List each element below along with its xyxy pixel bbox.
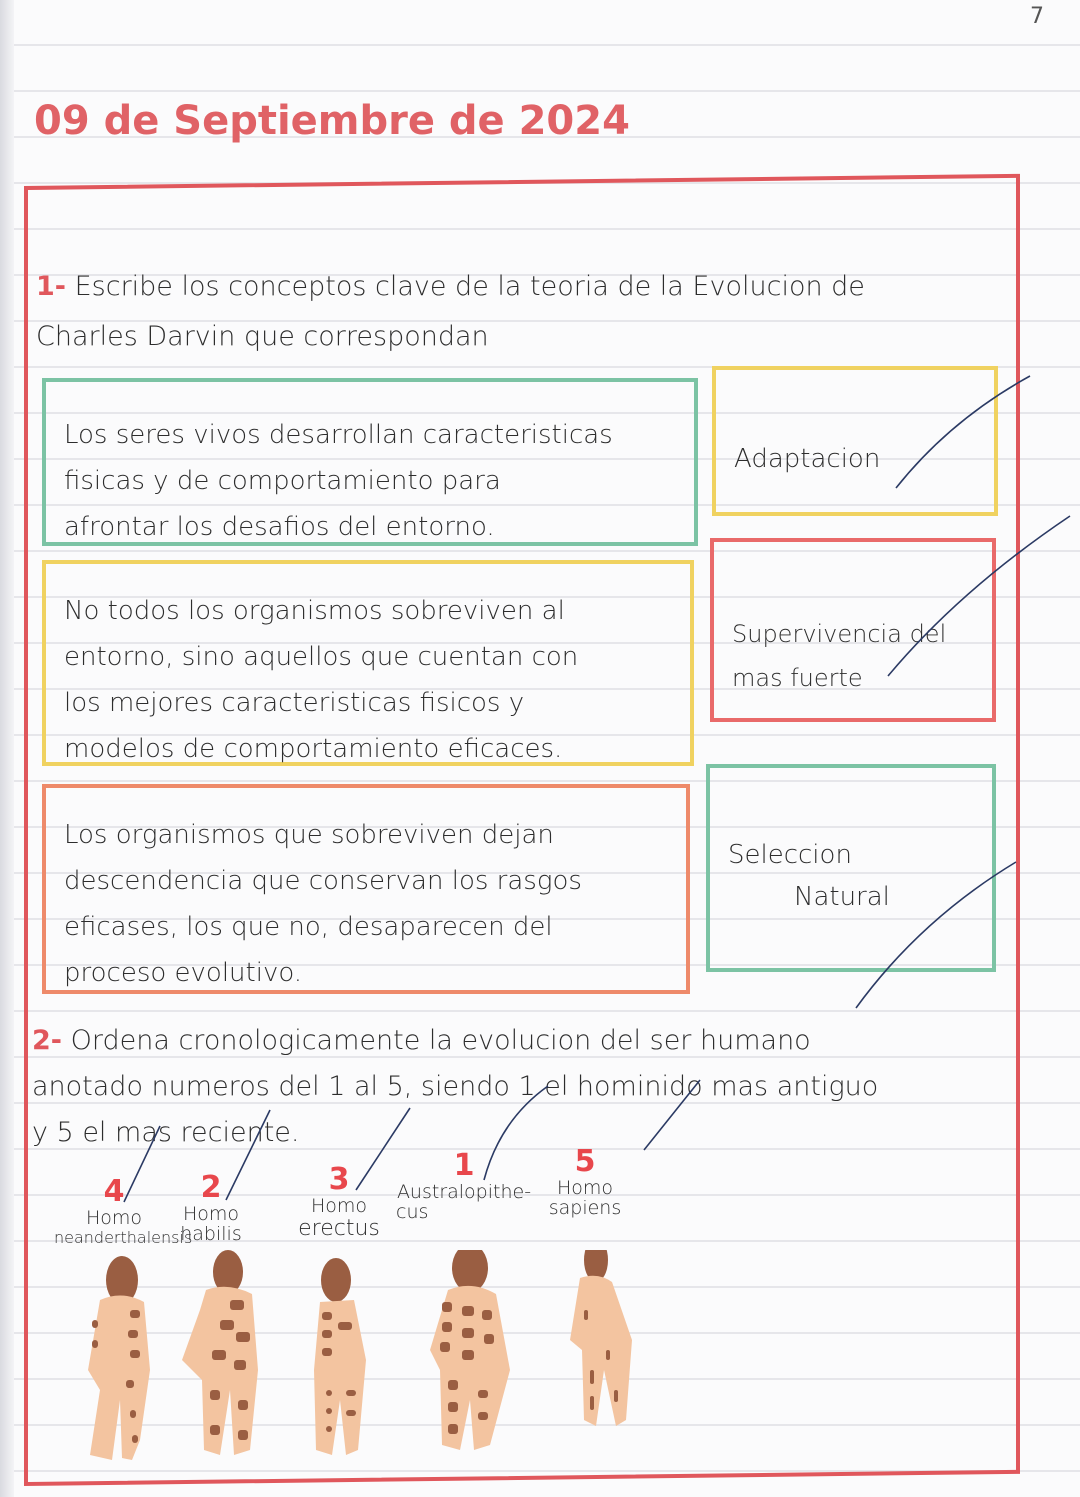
hominid-erectus — [294, 1164, 384, 1242]
hominid-sapiens — [540, 1146, 630, 1218]
question-2-line: anotado numeros del 1 al 5, siendo 1 el hominido mas antiguo — [32, 1071, 879, 1102]
definition-line: eficases, los que no, desaparecen del — [64, 912, 553, 942]
definition-line: modelos de comportamiento eficaces. — [64, 734, 563, 764]
habilis-figure-icon — [182, 1250, 258, 1455]
concept-box-seleccion-natural — [706, 764, 996, 972]
concept-label: Natural — [794, 882, 890, 912]
hominid-name: Homo — [85, 1207, 143, 1229]
definition-box-2 — [42, 560, 694, 766]
hominid-name: sapiens — [548, 1197, 622, 1219]
erectus-figure-icon — [314, 1258, 366, 1455]
definition-line: No todos los organismos sobreviven al — [64, 596, 565, 626]
definition-line: entorno, sino aquellos que cuentan con — [64, 642, 579, 672]
question-2-prompt — [32, 1018, 952, 1156]
hominid-neanderthalensis — [54, 1174, 193, 1248]
question-1-text: Escribe los conceptos clave de la teoria de la Evolucion de Charles Darvin que correspondan — [36, 271, 865, 352]
hominid-name: neanderthalensis — [54, 1228, 193, 1247]
question-1-prompt — [36, 262, 956, 362]
hominid-drawings — [70, 1250, 670, 1480]
date-title: 09 de Septiembre de 2024 — [34, 98, 630, 144]
hominid-name: Homo — [556, 1177, 614, 1199]
concept-label: Adaptacion — [734, 444, 881, 474]
definition-line: Los seres vivos desarrollan caracteristicas — [64, 420, 613, 450]
australopithecus-figure-icon — [430, 1250, 510, 1450]
definition-box-3 — [42, 784, 690, 994]
order-number: 1 — [453, 1148, 475, 1183]
order-number: 3 — [328, 1162, 350, 1197]
hominid-name: erectus — [298, 1216, 380, 1241]
definition-box-1 — [42, 378, 698, 546]
question-2-line: Ordena cronologicamente la evolucion del ser humano — [70, 1025, 811, 1056]
question-1-number: 1- — [36, 271, 66, 302]
definition-line: proceso evolutivo. — [64, 958, 303, 988]
definition-line: afrontar los desafios del entorno. — [64, 512, 495, 542]
order-number: 5 — [574, 1144, 596, 1179]
order-number: 2 — [200, 1170, 222, 1205]
concept-box-adaptacion — [712, 366, 998, 516]
question-2-line: y 5 el mas reciente. — [32, 1117, 300, 1148]
concept-label: Seleccion — [728, 840, 852, 870]
definition-line: los mejores caracteristicas fisicos y — [64, 688, 525, 718]
hominid-habilis — [168, 1172, 254, 1244]
page-number: 7 — [1030, 4, 1044, 29]
hominid-name: cus — [396, 1201, 429, 1223]
concept-box-supervivencia — [710, 538, 996, 722]
hominid-name: Homo — [182, 1203, 240, 1225]
concept-label: mas fuerte — [732, 664, 863, 692]
definition-line: Los organismos que sobreviven dejan — [64, 820, 554, 850]
definition-line: fisicas y de comportamiento para — [64, 466, 501, 496]
hominid-name: Homo — [310, 1195, 368, 1217]
hominid-name: habilis — [180, 1223, 242, 1245]
order-number: 4 — [103, 1174, 125, 1209]
sapiens-figure-icon — [570, 1250, 632, 1426]
definition-line: descendencia que conservan los rasgos — [64, 866, 582, 896]
hominid-australopithecus — [384, 1150, 544, 1222]
concept-label: Supervivencia del — [732, 620, 947, 648]
hominid-name: Australopithe- — [396, 1181, 532, 1203]
question-2-number: 2- — [32, 1025, 62, 1056]
neanderthal-figure-icon — [88, 1256, 150, 1460]
